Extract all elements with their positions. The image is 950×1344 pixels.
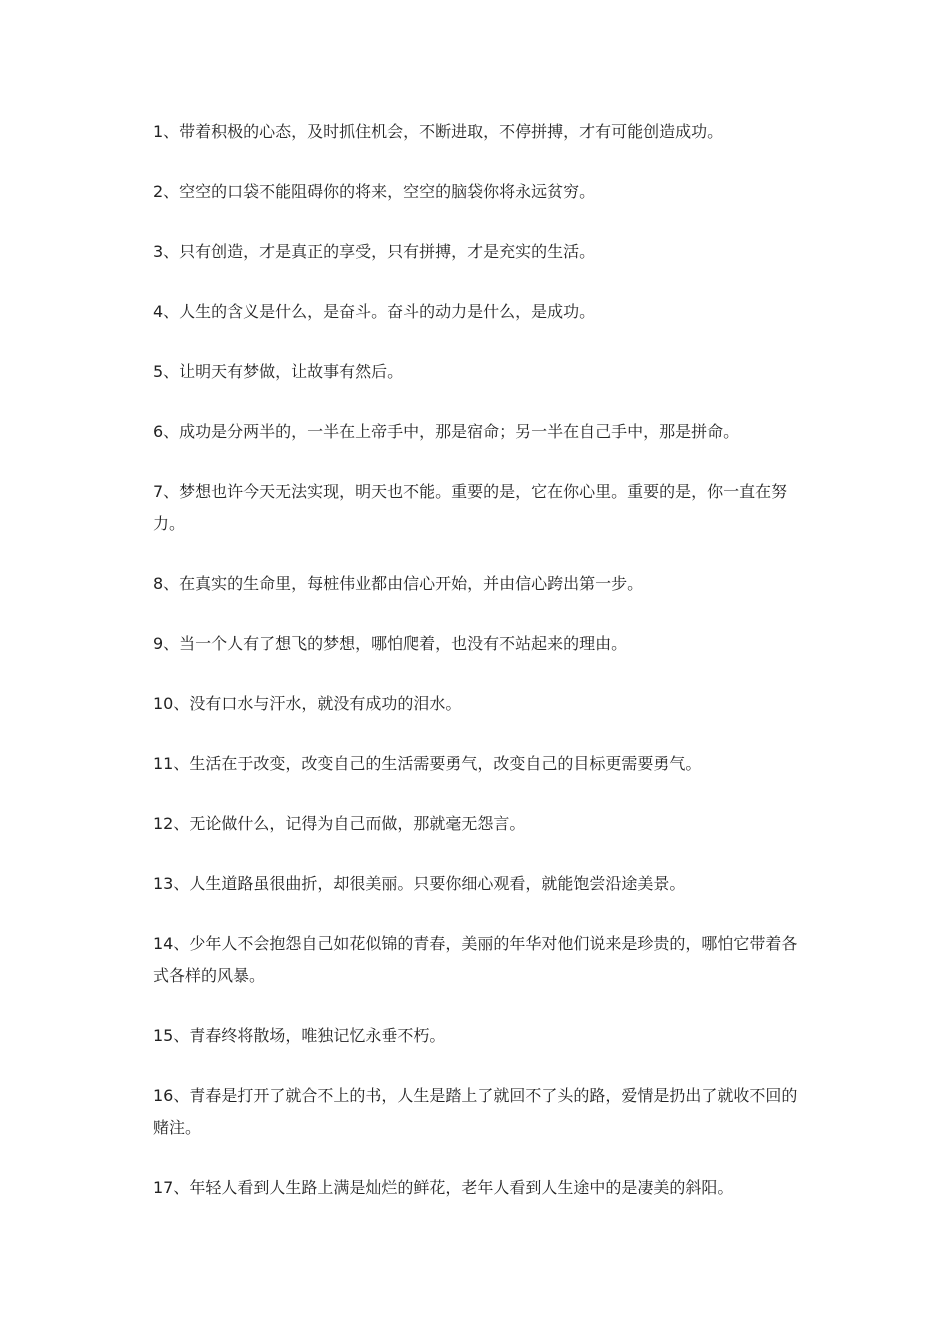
quote-item-2: 2、空空的口袋不能阻碍你的将来，空空的脑袋你将永远贫穷。 [153,182,596,201]
quote-item-16: 16、青春是打开了就合不上的书，人生是踏上了就回不了头的路，爱情是扔出了就收不回的赌注。 [153,1086,798,1137]
quote-list [153,116,798,1232]
quote-item-11: 11、生活在于改变，改变自己的生活需要勇气，改变自己的目标更需要勇气。 [153,754,702,773]
quote-item-8: 8、在真实的生命里，每桩伟业都由信心开始，并由信心跨出第一步。 [153,574,644,593]
quote-item-1: 1、带着积极的心态，及时抓住机会，不断进取，不停拼搏，才有可能创造成功。 [153,122,724,141]
quote-item-9: 9、当一个人有了想飞的梦想，哪怕爬着，也没有不站起来的理由。 [153,634,628,653]
quote-item-10: 10、没有口水与汗水，就没有成功的泪水。 [153,694,462,713]
quote-item-13: 13、人生道路虽很曲折，却很美丽。只要你细心观看，就能饱尝沿途美景。 [153,874,686,893]
quote-item-12: 12、无论做什么，记得为自己而做，那就毫无怨言。 [153,814,526,833]
quote-item-7: 7、梦想也许今天无法实现，明天也不能。重要的是，它在你心里。重要的是，你一直在努力。 [153,482,788,533]
quote-item-17: 17、年轻人看到人生路上满是灿烂的鲜花，老年人看到人生途中的是凄美的斜阳。 [153,1178,734,1197]
quote-item-5: 5、让明天有梦做，让故事有然后。 [153,362,404,381]
quote-item-3: 3、只有创造，才是真正的享受，只有拼搏，才是充实的生活。 [153,242,596,261]
quote-item-4: 4、人生的含义是什么，是奋斗。奋斗的动力是什么，是成功。 [153,302,596,321]
quote-item-6: 6、成功是分两半的，一半在上帝手中，那是宿命；另一半在自己手中，那是拼命。 [153,422,740,441]
quote-item-15: 15、青春终将散场，唯独记忆永垂不朽。 [153,1026,446,1045]
quote-item-14: 14、少年人不会抱怨自己如花似锦的青春，美丽的年华对他们说来是珍贵的，哪怕它带着各式各样的风暴。 [153,934,798,985]
